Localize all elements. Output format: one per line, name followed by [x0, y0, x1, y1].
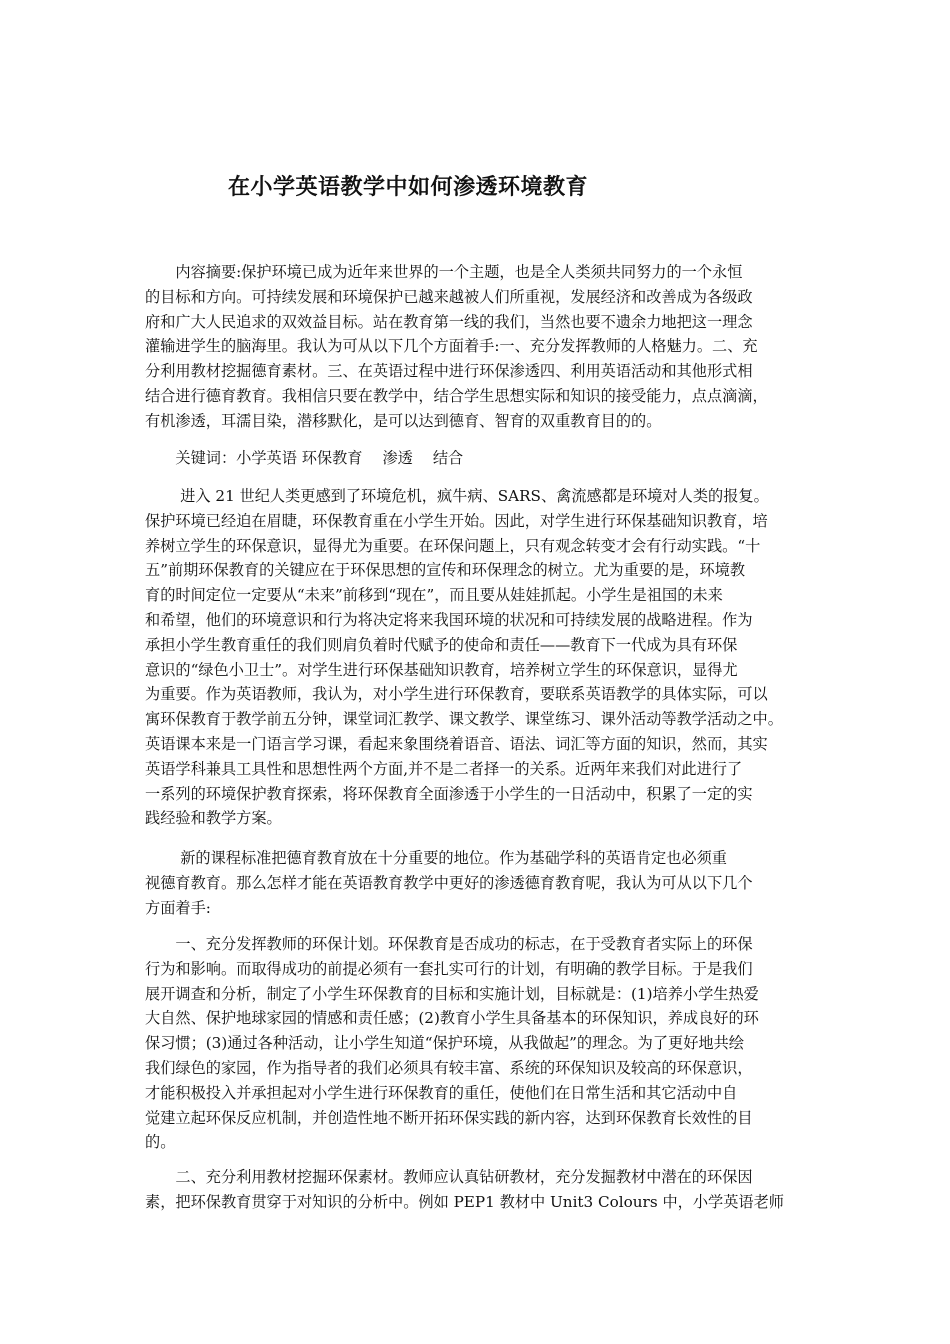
abstract-line: 有机渗透，耳濡目染，潜移默化，是可以达到德育、智育的双重教育目的的。 — [145, 411, 662, 430]
abstract-line: 分利用教材挖掘德育素材。三、在英语过程中进行环保渗透四、利用英语活动和其他形式相 — [145, 362, 753, 381]
section-one-paragraph — [145, 932, 815, 1155]
intro-line: 五”前期环保教育的关键应在于环保思想的宣传和环保理念的树立。尤为重要的是，环境教 — [145, 561, 746, 580]
section-one-line: 保习惯；(3)通过各种活动，让小学生知道“保护环境，从我做起”的理念。为了更好地共绘 — [145, 1034, 744, 1053]
section-one-line: 觉建立起环保反应机制，并创造性地不断开拓环保实践的新内容，达到环保教育长效性的目 — [145, 1108, 753, 1127]
intro-line: 为重要。作为英语教师，我认为，对小学生进行环保教育，要联系英语教学的具体实际，可以 — [145, 685, 768, 704]
section-two-line: 素，把环保教育贯穿于对知识的分析中。例如 PEP1 教材中 Unit3 Colours 中，小学英语老师 — [145, 1192, 784, 1211]
abstract-line: 结合进行德育教育。我相信只要在教学中，结合学生思想实际和知识的接受能力，点点滴滴， — [145, 386, 768, 405]
abstract-line: 的目标和方向。可持续发展和环境保护已越来越被人们所重视，发展经济和改善成为各级政 — [145, 287, 753, 306]
keywords-line: 关键词：小学英语 环保教育 渗透 结合 — [145, 449, 464, 467]
curriculum-line: 方面着手: — [145, 898, 211, 917]
intro-line: 践经验和教学方案。 — [145, 809, 282, 828]
section-two-paragraph — [145, 1165, 815, 1215]
intro-line: 意识的“绿色小卫士”。对学生进行环保基础知识教育，培养树立学生的环保意识，显得尤 — [145, 660, 738, 679]
section-two-line: 二、充分利用教材挖掘环保素材。教师应认真钻研教材，充分发掘教材中潜在的环保因 — [145, 1168, 753, 1186]
intro-line: 英语学科兼具工具性和思想性两个方面,并不是二者择一的关系。近两年来我们对此进行了 — [145, 759, 743, 778]
intro-line: 进入 21 世纪人类更感到了环境危机，疯牛病、SARS、禽流感都是环境对人类的报复。 — [145, 487, 769, 505]
section-one-line: 展开调查和分析，制定了小学生环保教育的目标和实施计划，目标就是：(1)培养小学生热爱 — [145, 984, 759, 1003]
intro-line: 保护环境已经迫在眉睫，环保教育重在小学生开始。因此，对学生进行环保基础知识教育，培 — [145, 511, 768, 530]
section-one-line: 我们绿色的家园，作为指导者的我们必须具有较丰富、系统的环保知识及较高的环保意识， — [145, 1058, 753, 1077]
abstract-line: 府和广大人民追求的双效益目标。站在教育第一线的我们，当然也要不遗余力地把这一理念 — [145, 312, 753, 331]
curriculum-paragraph — [145, 846, 815, 920]
intro-line: 寓环保教育于教学前五分钟，课堂词汇教学、课文教学、课堂练习、课外活动等教学活动之中。 — [145, 710, 783, 729]
abstract-paragraph — [145, 260, 815, 434]
abstract-line: 灌输进学生的脑海里。我认为可从以下几个方面着手:一、充分发挥教师的人格魅力。二、充 — [145, 337, 758, 356]
keywords-paragraph — [145, 446, 815, 471]
section-one-line: 一、充分发挥教师的环保计划。环保教育是否成功的标志，在于受教育者实际上的环保 — [145, 935, 753, 953]
curriculum-line: 视德育教育。那么怎样才能在英语教育教学中更好的渗透德育教育呢，我认为可从以下几个 — [145, 873, 753, 892]
section-one-line: 的。 — [145, 1133, 176, 1152]
intro-line: 一系列的环境保护教育探索，将环保教育全面渗透于小学生的一日活动中，积累了一定的实 — [145, 784, 753, 803]
document-title: 在小学英语教学中如何渗透环境教育 — [228, 175, 589, 200]
intro-line: 育的时间定位一定要从“未来”前移到“现在”，而且要从娃娃抓起。小学生是祖国的未来 — [145, 586, 723, 605]
intro-line: 养树立学生的环保意识，显得尤为重要。在环保问题上，只有观念转变才会有行动实践。“十 — [145, 536, 761, 555]
section-one-line: 才能积极投入并承担起对小学生进行环保教育的重任，使他们在日常生活和其它活动中自 — [145, 1083, 738, 1102]
intro-line: 和希望，他们的环境意识和行为将决定将来我国环境的状况和可持续发展的战略进程。作为 — [145, 610, 753, 629]
curriculum-line: 新的课程标准把德育教育放在十分重要的地位。作为基础学科的英语肯定也必须重 — [145, 849, 727, 867]
section-one-line: 大自然、保护地球家园的情感和责任感；(2)教育小学生具备基本的环保知识，养成良好的环 — [145, 1009, 759, 1028]
intro-paragraph — [145, 484, 815, 831]
abstract-line: 内容摘要:保护环境已成为近年来世界的一个主题，也是全人类须共同努力的一个永恒 — [145, 263, 743, 281]
intro-line: 英语课本来是一门语言学习课，看起来象围绕着语音、语法、词汇等方面的知识，然而，其实 — [145, 734, 768, 753]
intro-line: 承担小学生教育重任的我们则肩负着时代赋予的使命和责任——教育下一代成为具有环保 — [145, 635, 738, 654]
section-one-line: 行为和影响。而取得成功的前提必须有一套扎实可行的计划，有明确的教学目标。于是我们 — [145, 959, 753, 978]
